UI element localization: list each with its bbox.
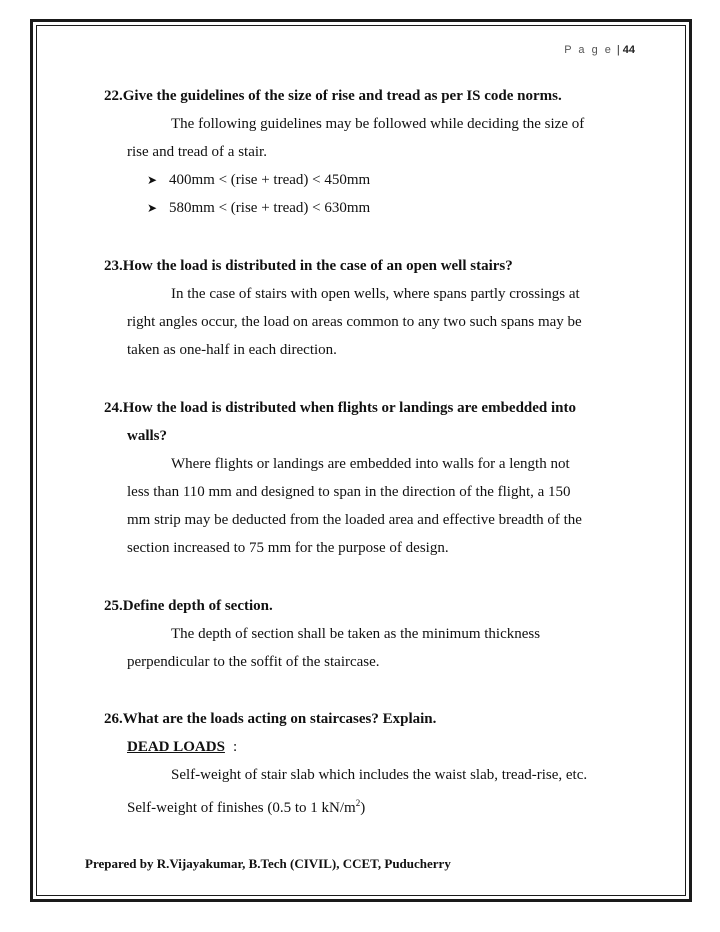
q23-text-line3: taken as one-half in each direction. — [127, 342, 337, 358]
question-24-title-line1: 24.How the load is distributed when flights or landings are embedded into — [104, 400, 577, 416]
page-separator: | — [616, 44, 620, 56]
q25-text-line1: The depth of section shall be taken as the minimum thickness — [171, 626, 541, 642]
q22-bullet-2 — [147, 194, 370, 222]
q24-text-line2: less than 110 mm and designed to span in the direction of the flight, a 150 — [127, 484, 571, 500]
question-22-title: 22.Give the guidelines of the size of rise and tread as per IS code norms. — [104, 88, 562, 104]
footer-credit: Prepared by R.Vijayakumar, B.Tech (CIVIL), CCET, Puducherry — [85, 856, 451, 871]
dead-loads-heading — [127, 733, 225, 761]
q24-text-line1: Where flights or landings are embedded into walls for a length not — [171, 456, 570, 472]
q26-text-line2 — [127, 789, 647, 822]
q22-bullet-1 — [147, 166, 370, 194]
q26-line2-pre: Self-weight of finishes (0.5 to 1 kN/m — [127, 800, 356, 816]
q22-text-line2: rise and tread of a stair. — [127, 144, 267, 160]
dead-loads-label: DEAD LOADS — [127, 739, 225, 755]
question-26-title: 26.What are the loads acting on staircases? Explain. — [104, 711, 437, 727]
page-label: P a g e — [564, 44, 613, 56]
q24-text-line3: mm strip may be deducted from the loaded area and effective breadth of the — [127, 512, 582, 528]
q26-text-line1: Self-weight of stair slab which includes the waist slab, tread-rise, etc. — [171, 767, 588, 783]
q23-text-line1: In the case of stairs with open wells, where spans partly crossings at — [171, 286, 580, 302]
dead-loads-colon: : — [233, 739, 238, 755]
q26-line2-post: ) — [360, 800, 366, 816]
arrow-bullet-icon: ➤ — [147, 173, 158, 187]
question-25-title: 25.Define depth of section. — [104, 598, 273, 614]
q22-bullet-1-text: 400mm < (rise + tread) < 450mm — [169, 172, 371, 188]
q22-bullet-2-text: 580mm < (rise + tread) < 630mm — [169, 200, 371, 216]
q24-text-line4: section increased to 75 mm for the purpose of design. — [127, 540, 449, 556]
arrow-bullet-icon: ➤ — [147, 201, 158, 215]
q22-text-line1: The following guidelines may be followed while deciding the size of — [171, 116, 585, 132]
page-number — [564, 44, 635, 56]
q26-line2-sup: 2 — [355, 798, 361, 808]
q23-text-line2: right angles occur, the load on areas common to any two such spans may be — [127, 314, 582, 330]
q25-text-line2: perpendicular to the soffit of the staircase. — [127, 654, 380, 670]
question-24-title-line2: walls? — [127, 428, 168, 444]
question-23-title: 23.How the load is distributed in the case of an open well stairs? — [104, 258, 513, 274]
page-number-value: 44 — [622, 44, 635, 56]
